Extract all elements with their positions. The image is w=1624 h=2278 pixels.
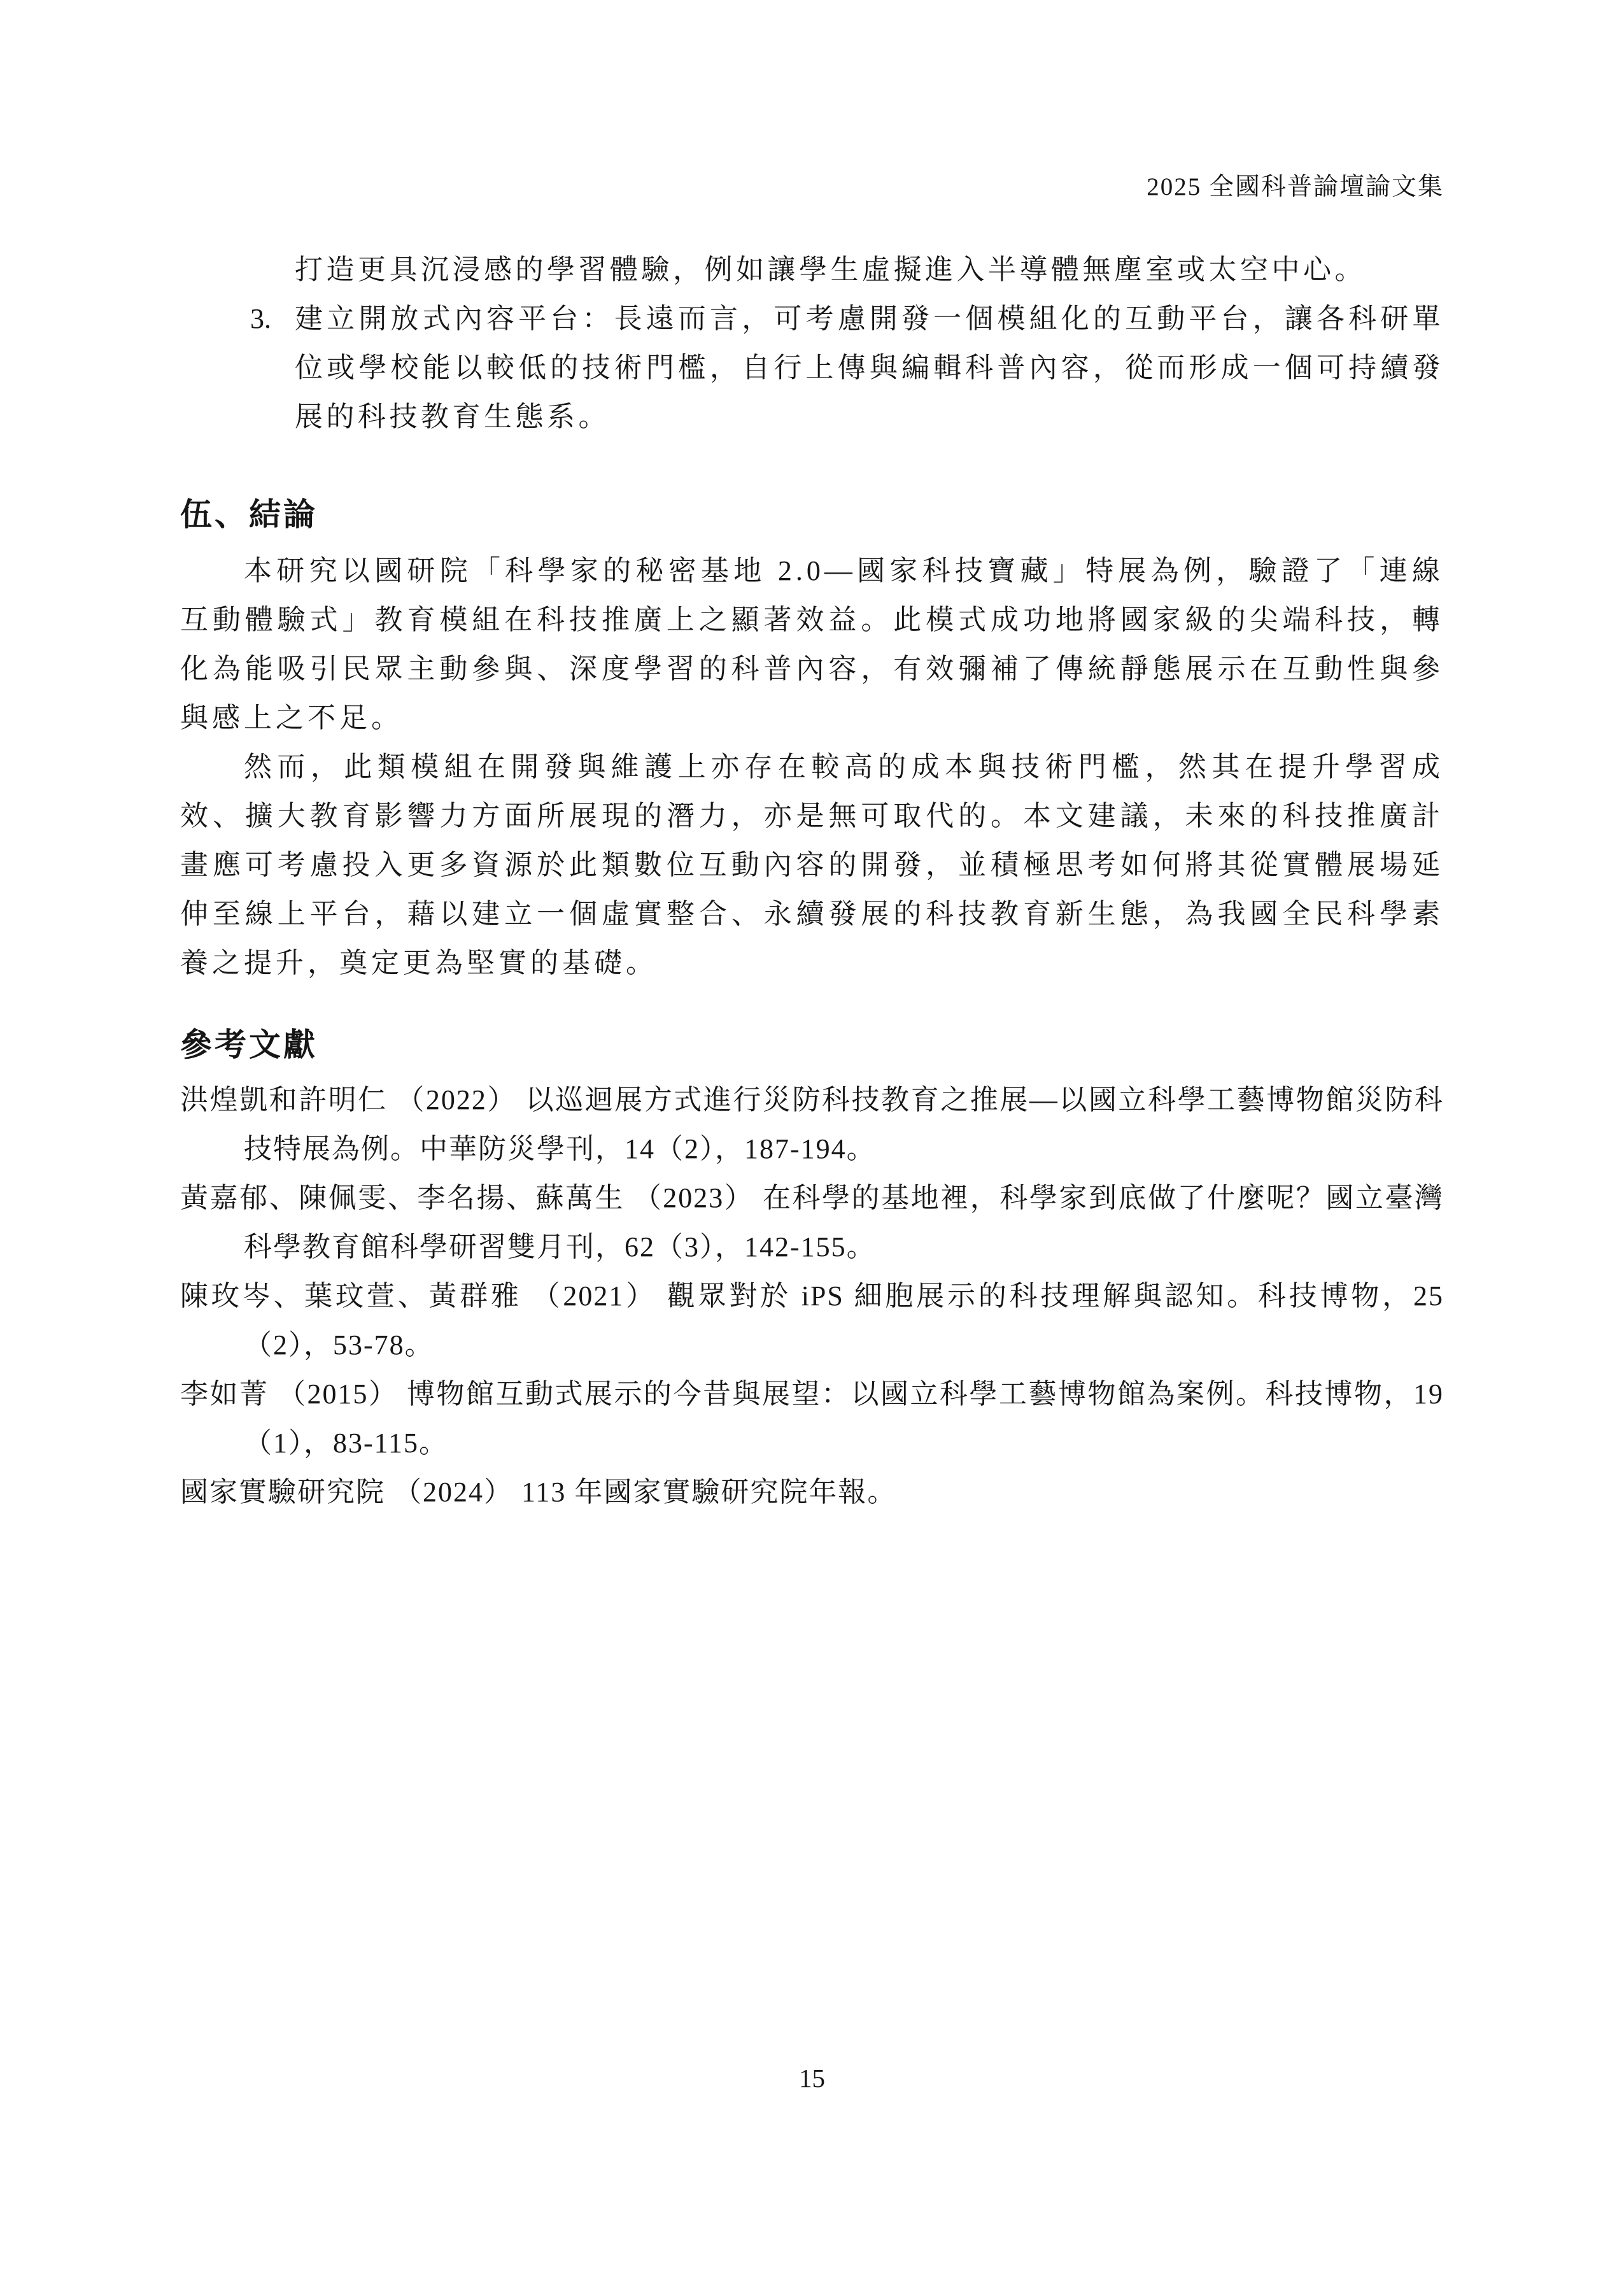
conclusion-paragraph-1: 本研究以國研院「科學家的秘密基地 2.0—國家科技寶藏」特展為例，驗證了「連線互動體驗式」教育模組在科技推廣上之顯著效益。此模式成功地將國家級的尖端科技，轉化為能吸引民眾主動參與、深度學習的科普內容，有效彌補了傳統靜態展示在互動性與參與感上之不足。 — [180, 555, 1444, 733]
list-item-3 — [180, 294, 1444, 441]
conclusion-paragraph-2: 然而，此類模組在開發與維護上亦存在較高的成本與技術門檻，然其在提升學習成效、擴大教育影響力方面所展現的潛力，亦是無可取代的。本文建議，未來的科技推廣計畫應可考慮投入更多資源於此類數位互動內容的開發，並積極思考如何將其從實體展場延伸至線上平台，藉以建立一個虛實整合、永續發展的科技教育新生態，為我國全民科學素養之提升，奠定更為堅實的基礎。 — [180, 751, 1444, 979]
running-header: 2025 全國科普論壇論文集 — [1147, 173, 1444, 201]
list-item-3-text: 建立開放式內容平台：長遠而言，可考慮開發一個模組化的互動平台，讓各科研單位或學校能以較低的技術門檻，自行上傳與編輯科普內容，從而形成一個可持續發展的科技教育生態系。 — [295, 303, 1444, 432]
page-content — [180, 245, 1444, 1517]
reference-item-3: 陳玫岑、葉玟萱、黃群雅 （2021） 觀眾對於 iPS 細胞展示的科技理解與認知。科技博物，25（2），53-78。 — [180, 1280, 1444, 1361]
list-item-3-number: 3. — [250, 303, 271, 334]
reference-item-5: 國家實驗研究院 （2024） 113 年國家實驗研究院年報。 — [180, 1476, 897, 1508]
references-heading: 參考文獻 — [180, 1027, 318, 1063]
list-item-2-continuation: 打造更具沉浸感的學習體驗，例如讓學生虛擬進入半導體無塵室或太空中心。 — [295, 254, 1366, 285]
conclusion-heading: 伍、結論 — [180, 497, 318, 532]
reference-item-2: 黃嘉郁、陳佩雯、李名揚、蘇萬生 （2023） 在科學的基地裡，科學家到底做了什麼呢？國立臺灣科學教育館科學研習雙月刊，62（3），142-155。 — [180, 1182, 1444, 1263]
page-number: 15 — [799, 2063, 825, 2093]
reference-item-1: 洪煌凱和許明仁 （2022） 以巡迴展方式進行災防科技教育之推展—以國立科學工藝博物館災防科技特展為例。中華防災學刊，14（2），187-194。 — [180, 1084, 1444, 1164]
reference-item-4: 李如菁 （2015） 博物館互動式展示的今昔與展望：以國立科學工藝博物館為案例。科技博物，19（1），83-115。 — [180, 1378, 1444, 1459]
